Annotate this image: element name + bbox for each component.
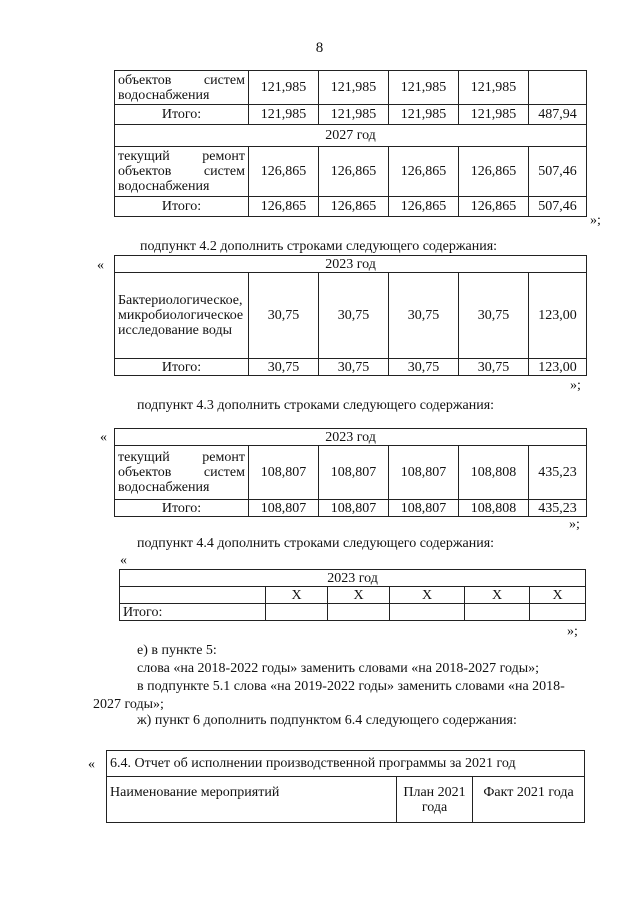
cell-value: 435,23 <box>529 446 587 500</box>
table-title-row <box>107 751 585 777</box>
year-header-row <box>115 125 587 147</box>
opening-quote: « <box>120 553 127 568</box>
table-row <box>115 359 587 376</box>
cell-value: 30,75 <box>389 273 459 359</box>
cell-value: 123,00 <box>529 273 587 359</box>
closing-quote: »; <box>567 624 578 639</box>
paragraph: слова «на 2018-2022 годы» заменить словами «на 2018-2027 годы»; <box>137 661 540 676</box>
paragraph: в подпункте 5.1 слова «на 2019-2022 годы» заменить словами «на 2018- <box>137 679 565 694</box>
total-label: Итого: <box>115 359 249 376</box>
cell-value: 435,23 <box>529 500 587 517</box>
cell-value: 108,808 <box>459 446 529 500</box>
cell-value: 123,00 <box>529 359 587 376</box>
cell-value: X <box>465 587 530 604</box>
cell-value: 30,75 <box>319 359 389 376</box>
year-header: 2027 год <box>115 125 587 147</box>
closing-quote: »; <box>569 517 580 532</box>
paragraph: подпункт 4.3 дополнить строками следующего содержания: <box>137 398 495 413</box>
cell-value: 108,807 <box>319 446 389 500</box>
row-label: текущий ремонт объектов систем водоснабжения <box>115 446 249 500</box>
paragraph: 2027 годы»; <box>93 697 164 712</box>
table-row <box>115 500 587 517</box>
table-row <box>120 587 586 604</box>
opening-quote: « <box>100 430 107 445</box>
cell-value <box>465 604 530 621</box>
cell-value <box>120 587 266 604</box>
cell-value: 30,75 <box>459 273 529 359</box>
table-row <box>115 446 587 500</box>
cell-value: 126,865 <box>389 147 459 197</box>
cell-value: 126,865 <box>459 147 529 197</box>
cell-value: 121,985 <box>459 105 529 125</box>
table-row <box>115 71 587 105</box>
table-title: 6.4. Отчет об исполнении производственной программы за 2021 год <box>107 751 585 777</box>
column-header: Факт 2021 года <box>473 777 585 823</box>
cell-value <box>529 71 587 105</box>
table-row <box>120 604 586 621</box>
row-label: объектов систем водоснабжения <box>115 71 249 105</box>
cell-value: X <box>390 587 465 604</box>
cell-value: 126,865 <box>319 197 389 217</box>
cell-value: X <box>530 587 586 604</box>
cell-value: 487,94 <box>529 105 587 125</box>
row-label: Бактериологическое, микробиологическое исследование воды <box>115 273 249 359</box>
total-label: Итого: <box>115 105 249 125</box>
table-row <box>115 105 587 125</box>
cell-value: 108,807 <box>389 500 459 517</box>
paragraph: подпункт 4.2 дополнить строками следующего содержания: <box>140 239 498 254</box>
total-label: Итого: <box>120 604 266 621</box>
year-header: 2023 год <box>115 429 587 446</box>
cell-value: X <box>328 587 390 604</box>
paragraph: е) в пункте 5: <box>137 643 217 658</box>
year-header: 2023 год <box>120 570 586 587</box>
table-row <box>115 147 587 197</box>
row-label: текущий ремонт объектов систем водоснабжения <box>115 147 249 197</box>
paragraph: подпункт 4.4 дополнить строками следующего содержания: <box>137 536 495 551</box>
cell-value: 126,865 <box>319 147 389 197</box>
table-2026-2027 <box>114 70 587 217</box>
cell-value: 108,807 <box>319 500 389 517</box>
cell-value: 126,865 <box>459 197 529 217</box>
header-row <box>107 777 585 823</box>
cell-value: 108,808 <box>459 500 529 517</box>
cell-value <box>390 604 465 621</box>
cell-value <box>328 604 390 621</box>
cell-value: 507,46 <box>529 147 587 197</box>
cell-value: 108,807 <box>249 500 319 517</box>
table-6-4 <box>106 750 585 823</box>
year-header: 2023 год <box>115 256 587 273</box>
opening-quote: « <box>97 258 104 273</box>
cell-value: X <box>266 587 328 604</box>
cell-value: 121,985 <box>249 105 319 125</box>
cell-value: 507,46 <box>529 197 587 217</box>
cell-value: 30,75 <box>249 273 319 359</box>
cell-value: 30,75 <box>249 359 319 376</box>
closing-quote: »; <box>570 378 581 393</box>
total-label: Итого: <box>115 500 249 517</box>
cell-value: 121,985 <box>389 105 459 125</box>
year-header-row <box>115 256 587 273</box>
cell-value: 108,807 <box>389 446 459 500</box>
cell-value: 121,985 <box>389 71 459 105</box>
total-label: Итого: <box>115 197 249 217</box>
paragraph: ж) пункт 6 дополнить подпунктом 6.4 следующего содержания: <box>137 713 517 728</box>
opening-quote: « <box>88 757 95 772</box>
cell-value: 126,865 <box>249 147 319 197</box>
closing-quote: »; <box>590 213 601 228</box>
cell-value: 126,865 <box>249 197 319 217</box>
column-header: Наименование мероприятий <box>107 777 397 823</box>
year-header-row <box>120 570 586 587</box>
table-4-3 <box>114 428 587 517</box>
cell-value: 108,807 <box>249 446 319 500</box>
cell-value <box>530 604 586 621</box>
column-header: План 2021 года <box>397 777 473 823</box>
cell-value: 121,985 <box>319 105 389 125</box>
table-4-4 <box>119 569 586 621</box>
cell-value: 121,985 <box>319 71 389 105</box>
cell-value: 121,985 <box>249 71 319 105</box>
table-row <box>115 273 587 359</box>
table-row <box>115 197 587 217</box>
cell-value: 121,985 <box>459 71 529 105</box>
cell-value: 30,75 <box>389 359 459 376</box>
cell-value: 126,865 <box>389 197 459 217</box>
cell-value: 30,75 <box>459 359 529 376</box>
cell-value: 30,75 <box>319 273 389 359</box>
page-number: 8 <box>315 40 324 56</box>
year-header-row <box>115 429 587 446</box>
cell-value <box>266 604 328 621</box>
table-4-2 <box>114 255 587 376</box>
